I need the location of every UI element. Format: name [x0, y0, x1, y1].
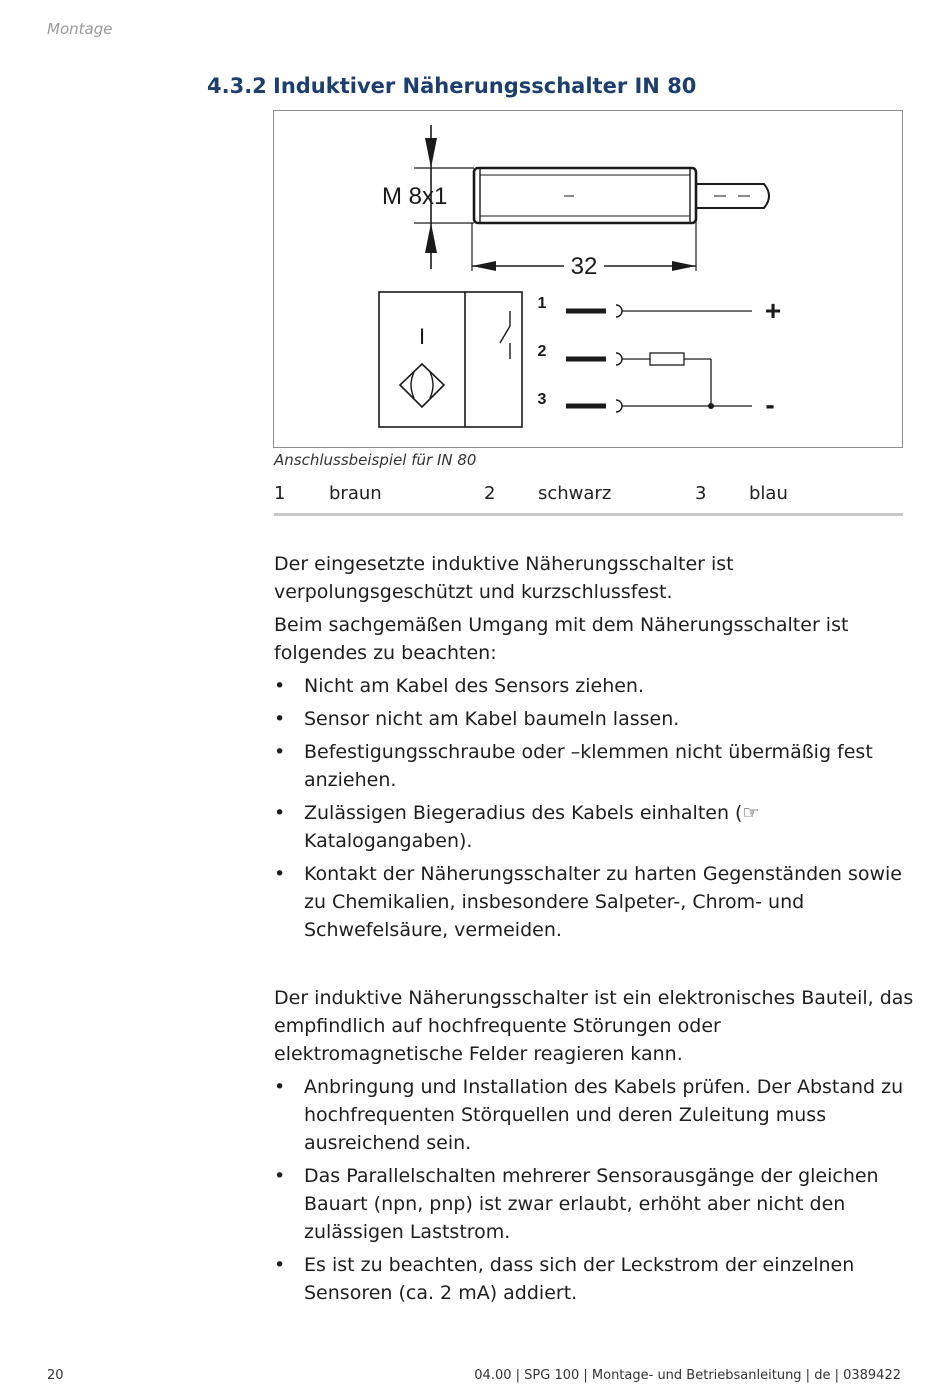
legend-num-1: 1 [274, 483, 286, 504]
wiring-figure [273, 110, 903, 448]
emc-instructions [274, 984, 914, 1312]
pin-label-1: 1 [537, 295, 547, 312]
running-head: Montage [47, 20, 113, 38]
sensor-body [474, 168, 696, 223]
list-item: • Nicht am Kabel des Sensors ziehen. [274, 675, 645, 697]
pin-label-2: 2 [537, 343, 547, 360]
list-item: • Anbringung und Installation des Kabels prüfen. Der Abstand zu hochfrequenten Störquellen und deren Zuleitung muss ausreichend sein. [274, 1076, 904, 1154]
inductive-symbol [400, 364, 444, 407]
list-item: • Zulässigen Biegeradius des Kabels einhalten (☞ Katalogangaben). [274, 802, 760, 852]
color-legend [274, 483, 903, 516]
junction-dot [708, 403, 714, 409]
handling-instructions [274, 550, 914, 949]
arrow-up [425, 223, 437, 253]
list-item: • Sensor nicht am Kabel baumeln lassen. [274, 708, 680, 730]
list-item: • Kontakt der Näherungsschalter zu harten Gegenständen sowie zu Chemikalien, insbesondere Salpeter-, Chrom- und Schwefelsäure, vermeiden. [274, 863, 902, 941]
figure-caption: Anschlussbeispiel für IN 80 [274, 451, 477, 469]
footer-doc-info: 04.00 | SPG 100 | Montage- und Betriebsanleitung | de | 0389422 [474, 1368, 901, 1383]
sensor-symbol-box [379, 292, 522, 427]
legend-num-2: 2 [484, 483, 496, 504]
list-item: • Das Parallelschalten mehrerer Sensorausgänge der gleichen Bauart (npn, pnp) ist zwar erlaubt, erhöht aber nicht den zulässigen Laststrom. [274, 1165, 879, 1243]
sensor-type-label: I [418, 324, 426, 349]
arrow-down [425, 138, 437, 168]
pin-label-3: 3 [537, 391, 547, 408]
paragraph: Der induktive Näherungsschalter ist ein elektronisches Bauteil, das empfindlich auf hochfrequente Störungen oder elektromagnetische Felder reagieren kann. [274, 987, 914, 1065]
list-item: • Es ist zu beachten, dass sich der Leckstrom der einzelnen Sensoren (ca. 2 mA) addiert. [274, 1254, 855, 1304]
load-resistor [650, 353, 684, 365]
thread-label: M 8x1 [382, 183, 448, 210]
sensor-cable [696, 184, 769, 208]
legend-label-1: braun [329, 483, 382, 504]
list-item: • Befestigungsschraube oder –klemmen nicht übermäßig fest anziehen. [274, 741, 873, 791]
bullet-list [274, 1073, 914, 1307]
legend-num-3: 3 [695, 483, 707, 504]
legend-label-3: blau [749, 483, 788, 504]
paragraph: Beim sachgemäßen Umgang mit dem Näherungsschalter ist folgendes zu beachten: [274, 614, 849, 664]
legend-label-2: schwarz [538, 483, 612, 504]
section-heading [207, 74, 696, 98]
length-label: 32 [570, 253, 598, 280]
plus-label: + [764, 295, 782, 326]
section-number: 4.3.2 [207, 74, 267, 98]
page-number: 20 [47, 1368, 64, 1383]
paragraph: Der eingesetzte induktive Näherungsschalter ist verpolungsgeschützt und kurzschlussfest. [274, 553, 734, 603]
minus-label: - [765, 389, 775, 420]
bullet-list [274, 672, 914, 944]
sensor-diagram [274, 111, 902, 447]
section-title: Induktiver Näherungsschalter IN 80 [273, 74, 697, 98]
arrow-right [672, 261, 696, 271]
arrow-left [472, 261, 496, 271]
